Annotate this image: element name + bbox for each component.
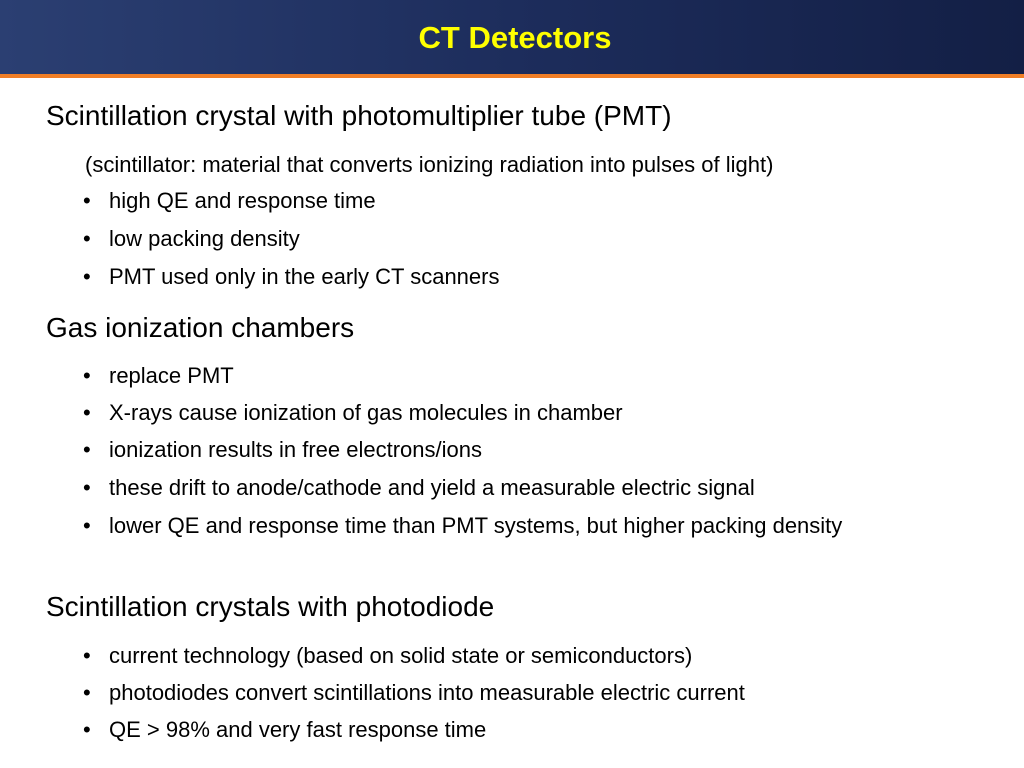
bullet-text: PMT used only in the early CT scanners xyxy=(109,264,500,289)
bullet-text: low packing density xyxy=(109,226,300,251)
slide-body xyxy=(0,78,1024,768)
slide-title: CT Detectors xyxy=(418,20,612,55)
section-heading-gas-ionization: Gas ionization chambers xyxy=(46,312,355,343)
bullet-text: photodiodes convert scintillations into measurable electric current xyxy=(109,680,745,705)
section-heading-pmt: Scintillation crystal with photomultiplier tube (PMT) xyxy=(46,100,672,131)
bullet-text: high QE and response time xyxy=(109,188,376,213)
bullet-icon: • xyxy=(83,363,91,388)
bullet-icon: • xyxy=(83,188,91,213)
slide-header xyxy=(0,0,1024,74)
bullet-icon: • xyxy=(83,513,91,538)
bullet-icon: • xyxy=(83,264,91,289)
bullet-text: lower QE and response time than PMT systems, but higher packing density xyxy=(109,513,843,538)
bullet-icon: • xyxy=(83,437,91,462)
bullet-icon: • xyxy=(83,680,91,705)
bullet-text: X-rays cause ionization of gas molecules in chamber xyxy=(109,400,623,425)
scintillator-definition-note: (scintillator: material that converts ionizing radiation into pulses of light) xyxy=(85,152,774,177)
bullet-text: QE > 98% and very fast response time xyxy=(109,717,487,742)
bullet-icon: • xyxy=(83,643,91,668)
bullet-icon: • xyxy=(83,226,91,251)
bullet-text: replace PMT xyxy=(109,363,234,388)
bullet-icon: • xyxy=(83,400,91,425)
section-heading-photodiode: Scintillation crystals with photodiode xyxy=(46,591,495,622)
bullet-icon: • xyxy=(83,717,91,742)
bullet-text: these drift to anode/cathode and yield a measurable electric signal xyxy=(109,475,755,500)
bullet-icon: • xyxy=(83,475,91,500)
bullet-text: current technology (based on solid state or semiconductors) xyxy=(109,643,693,668)
bullet-text: ionization results in free electrons/ions xyxy=(109,437,482,462)
